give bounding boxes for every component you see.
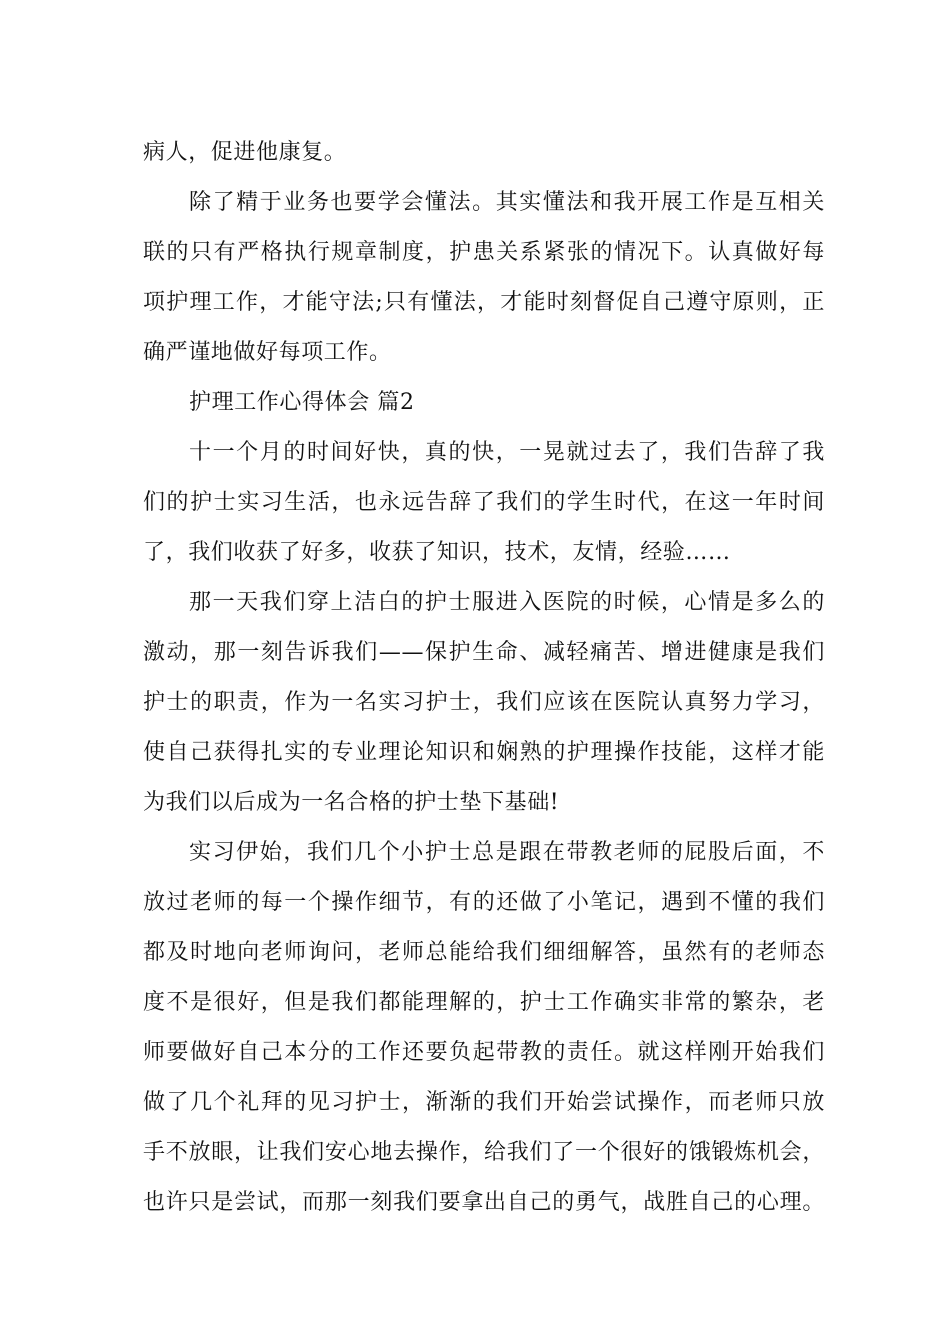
text-line: 病人，促进他康复。 <box>143 140 347 165</box>
text-line: 了，我们收获了好多，收获了知识，技术，友情，经验…… <box>143 540 731 565</box>
text-line: 手不放眼，让我们安心地去操作，给我们了一个很好的饿锻炼机会， <box>143 1140 825 1165</box>
document-page <box>143 128 825 1228</box>
text-line: 放过老师的每一个操作细节，有的还做了小笔记，遇到不懂的我们 <box>143 890 825 915</box>
paragraph <box>143 128 825 178</box>
text-line: 激动，那一刻告诉我们——保护生命、减轻痛苦、增进健康是我们 <box>143 640 825 665</box>
text-line: 使自己获得扎实的专业理论知识和娴熟的护理操作技能，这样才能 <box>143 740 825 765</box>
text-line: 也许只是尝试，而那一刻我们要拿出自己的勇气，战胜自己的心理。 <box>143 1190 825 1215</box>
text-line: 实习伊始，我们几个小护士总是跟在带教老师的屁股后面，不 <box>189 840 825 865</box>
text-line: 度不是很好，但是我们都能理解的，护士工作确实非常的繁杂，老 <box>143 990 825 1015</box>
text-line: 除了精于业务也要学会懂法。其实懂法和我开展工作是互相关 <box>189 190 825 215</box>
paragraph <box>143 428 825 578</box>
paragraph <box>143 828 825 1228</box>
section-heading <box>143 378 825 428</box>
text-line: 师要做好自己本分的工作还要负起带教的责任。就这样刚开始我们 <box>143 1040 825 1065</box>
text-line: 联的只有严格执行规章制度，护患关系紧张的情况下。认真做好每 <box>143 240 825 265</box>
paragraph <box>143 578 825 828</box>
text-line: 项护理工作，才能守法;只有懂法，才能时刻督促自己遵守原则，正 <box>143 290 825 315</box>
text-line: 都及时地向老师询问，老师总能给我们细细解答，虽然有的老师态 <box>143 940 825 965</box>
text-line: 们的护士实习生活，也永远告辞了我们的学生时代，在这一年时间 <box>143 490 825 515</box>
text-line: 为我们以后成为一名合格的护士垫下基础! <box>143 790 560 815</box>
text-line: 十一个月的时间好快，真的快，一晃就过去了，我们告辞了我 <box>189 440 825 465</box>
text-line: 护士的职责，作为一名实习护士，我们应该在医院认真努力学习， <box>143 690 825 715</box>
text-line: 做了几个礼拜的见习护士，渐渐的我们开始尝试操作，而老师只放 <box>143 1090 825 1115</box>
text-line: 那一天我们穿上洁白的护士服进入医院的时候，心情是多么的 <box>189 590 825 615</box>
paragraph <box>143 178 825 378</box>
section-heading-text: 护理工作心得体会 篇2 <box>189 390 415 415</box>
text-line: 确严谨地做好每项工作。 <box>143 340 392 365</box>
